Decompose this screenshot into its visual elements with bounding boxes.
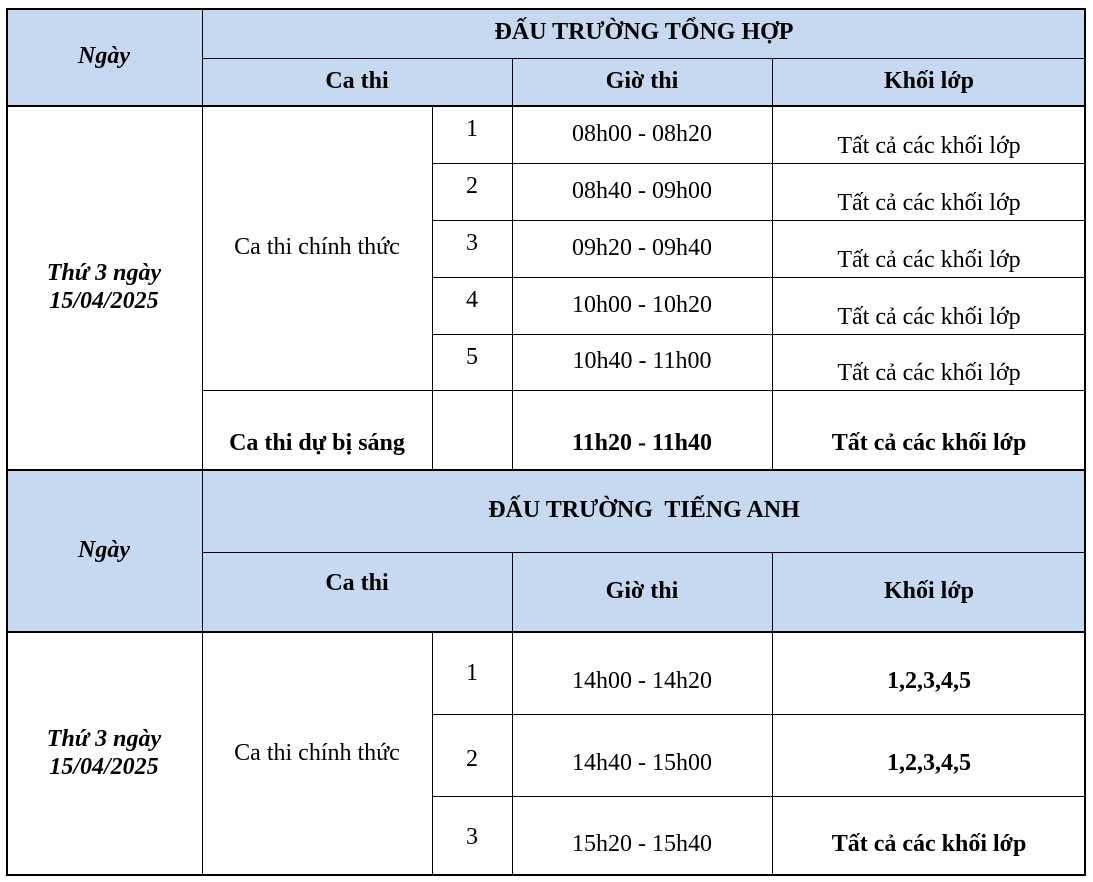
session-number-text: 5 xyxy=(466,344,478,370)
session-time xyxy=(512,632,772,714)
grid-line xyxy=(6,874,1086,876)
exam-schedule-table xyxy=(6,8,1086,876)
session-grade xyxy=(772,220,1086,277)
official-session-label-text: Ca thi chính thức xyxy=(234,234,400,261)
session-number-text: 3 xyxy=(466,824,478,850)
session-number-text: 3 xyxy=(466,230,478,256)
exam-date-line2: 15/04/2025 xyxy=(49,754,159,780)
session-number xyxy=(432,714,512,796)
session-grade-text: 1,2,3,4,5 xyxy=(887,668,971,695)
col-header-grade-text: Khối lớp xyxy=(884,578,974,605)
session-time-text: 08h00 - 08h20 xyxy=(572,120,712,147)
reserve-session-label xyxy=(202,390,432,470)
day-header xyxy=(6,470,202,632)
session-time xyxy=(512,334,772,390)
session-time-text: 09h20 - 09h40 xyxy=(572,234,712,261)
session-number-text: 2 xyxy=(466,173,478,199)
grid-line xyxy=(6,631,1086,633)
grid-line xyxy=(202,390,1086,391)
session-time-text: 08h40 - 09h00 xyxy=(572,177,712,204)
session-grade xyxy=(772,796,1086,876)
session-time-text: 15h20 - 15h40 xyxy=(572,831,712,858)
exam-date xyxy=(6,106,202,470)
reserve-session-time xyxy=(512,390,772,470)
session-grade-text: Tất cả các khối lớp xyxy=(831,831,1027,858)
col-header-grade-text: Khối lớp xyxy=(884,68,974,95)
col-header-session xyxy=(202,58,512,106)
grid-line xyxy=(202,8,203,470)
session-number xyxy=(432,632,512,714)
grid-line xyxy=(6,8,8,876)
session-time xyxy=(512,714,772,796)
session-grade-text: Tất cả các khối lớp xyxy=(837,133,1021,160)
col-header-time xyxy=(512,58,772,106)
reserve-session-grade-text: Tất cả các khối lớp xyxy=(831,430,1027,457)
exam-date-line2: 15/04/2025 xyxy=(49,288,159,314)
grid-line xyxy=(432,632,433,876)
exam-date-line1: Thứ 3 ngày xyxy=(46,260,162,287)
col-header-time xyxy=(512,552,772,632)
session-grade xyxy=(772,106,1086,163)
day-header-text: Ngày xyxy=(78,43,130,70)
reserve-session-time-text: 11h20 - 11h40 xyxy=(571,430,713,457)
col-header-grade xyxy=(772,58,1086,106)
arena-title-text: ĐẤU TRƯỜNG TỔNG HỢP xyxy=(494,19,794,46)
session-number-text: 1 xyxy=(466,660,478,686)
session-number xyxy=(432,277,512,334)
session-time-text: 14h40 - 15h00 xyxy=(572,750,712,777)
arena-title xyxy=(202,470,1086,552)
session-time-text: 10h00 - 10h20 xyxy=(572,291,712,318)
session-number xyxy=(432,163,512,220)
grid-line xyxy=(432,277,1086,278)
session-grade-text: Tất cả các khối lớp xyxy=(837,360,1021,387)
col-header-grade xyxy=(772,552,1086,632)
session-grade-text: Tất cả các khối lớp xyxy=(837,247,1021,274)
grid-line xyxy=(432,106,433,470)
session-time-text: 10h40 - 11h00 xyxy=(572,348,712,375)
grid-line xyxy=(202,470,203,876)
session-number-text: 4 xyxy=(466,287,478,313)
reserve-session-label-text: Ca thi dự bị sáng xyxy=(229,430,405,457)
session-grade xyxy=(772,632,1086,714)
official-session-label-text: Ca thi chính thức xyxy=(234,740,400,767)
arena-title xyxy=(202,8,1086,58)
grid-line xyxy=(1084,8,1086,876)
session-grade xyxy=(772,714,1086,796)
col-header-session-text: Ca thi xyxy=(325,68,389,95)
col-header-time-text: Giờ thi xyxy=(605,578,679,605)
session-time xyxy=(512,220,772,277)
session-number-text: 1 xyxy=(466,116,478,142)
session-grade xyxy=(772,334,1086,390)
session-time xyxy=(512,796,772,876)
arena-title-text: ĐẤU TRƯỜNG TIẾNG ANH xyxy=(488,497,800,524)
grid-line xyxy=(202,58,1086,59)
grid-line xyxy=(202,552,1086,553)
day-header xyxy=(6,8,202,106)
session-number-text: 2 xyxy=(466,746,478,772)
session-time xyxy=(512,163,772,220)
official-session-label xyxy=(202,632,432,876)
grid-line xyxy=(6,469,1086,471)
session-grade-text: Tất cả các khối lớp xyxy=(837,304,1021,331)
session-time xyxy=(512,106,772,163)
reserve-session-grade xyxy=(772,390,1086,470)
grid-line xyxy=(432,714,1086,715)
col-header-session-text: Ca thi xyxy=(325,570,389,597)
exam-date-line1: Thứ 3 ngày xyxy=(46,726,162,753)
session-grade xyxy=(772,277,1086,334)
session-number xyxy=(432,106,512,163)
exam-date xyxy=(6,632,202,876)
session-time xyxy=(512,277,772,334)
session-grade-text: 1,2,3,4,5 xyxy=(887,750,971,777)
col-header-time-text: Giờ thi xyxy=(605,68,679,95)
session-time-text: 14h00 - 14h20 xyxy=(572,668,712,695)
grid-line xyxy=(6,105,1086,107)
session-number xyxy=(432,334,512,390)
session-number xyxy=(432,796,512,876)
grid-line xyxy=(6,8,1086,10)
day-header-text: Ngày xyxy=(78,537,130,564)
grid-line xyxy=(432,163,1086,164)
grid-line xyxy=(772,58,773,470)
session-number xyxy=(432,220,512,277)
grid-line xyxy=(432,796,1086,797)
session-grade-text: Tất cả các khối lớp xyxy=(837,190,1021,217)
official-session-label xyxy=(202,106,432,390)
grid-line xyxy=(432,334,1086,335)
session-grade xyxy=(772,163,1086,220)
col-header-session xyxy=(202,552,512,632)
grid-line xyxy=(512,58,513,470)
grid-line xyxy=(432,220,1086,221)
